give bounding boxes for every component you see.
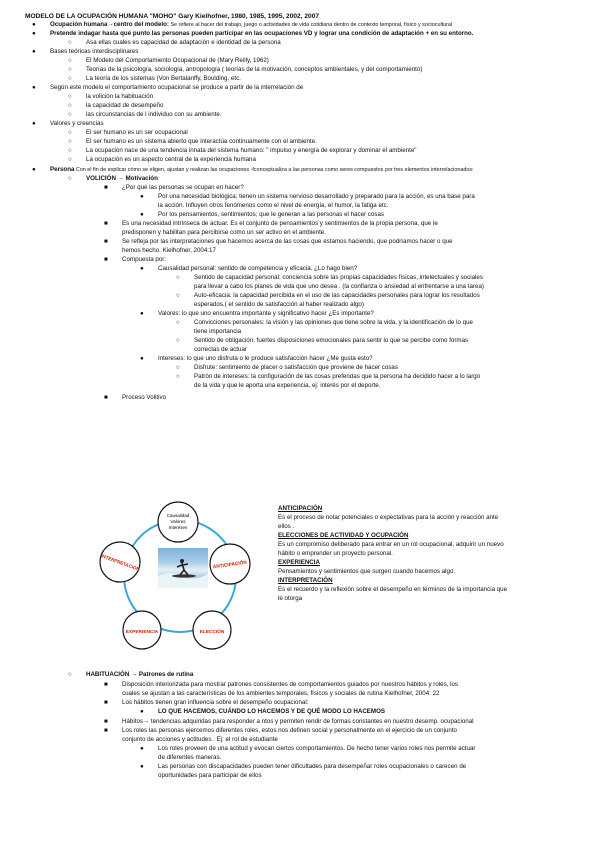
- text-line: El ser humano es un sistema abierto que interactúa continuamente con el ambiente.: [86, 138, 317, 145]
- def-heading: INTERPRETACIÓN: [278, 577, 333, 584]
- text-line: ¿Por qué las personas se ocupan en hacer?: [122, 184, 244, 191]
- def-text: hábito o emprender un proyecto personal.: [278, 550, 393, 557]
- node-label: ANTICIPACIÓN: [212, 560, 248, 571]
- text-line: Las personas con discapacidades pueden tener dificultades para desempeñar roles ocupacionales o carecen de: [158, 763, 467, 770]
- text-line: las circunstancias de l individuo con su ambiente.: [86, 111, 222, 118]
- bullet-icon: ○: [68, 138, 72, 145]
- bullet-icon: ○: [68, 75, 72, 82]
- text-line: Compuesta por:: [122, 256, 167, 263]
- bullet-icon: ○: [68, 147, 72, 154]
- text-line: VOLICIÓN → Motivación: [86, 175, 158, 182]
- text-line: Sentido de obligación: fuertes disposiciones emocionales para sentir lo que se percibe como formas: [194, 337, 469, 344]
- def-text: Pensamientos y sentimientos que surgen cuando hacemos algo.: [278, 568, 456, 575]
- bullet-icon: ○: [68, 156, 72, 163]
- def-text: Es el proceso de notar potenciales o expectativas para la acción y reacción ante: [278, 514, 499, 521]
- bullet-icon: ●: [32, 84, 36, 91]
- text-line: Patrón de intereses: la configuración de las cosas preferidas que la persona ha decidido hacer a lo largo: [194, 373, 481, 380]
- bullet-icon: ●: [140, 763, 144, 770]
- text-line: tiene importancia: [194, 328, 242, 335]
- text-line: la acción. Influyen otros fenómenos como el nivel de energía, el humor, la fatiga etc.: [158, 202, 389, 209]
- text-line: Convicciones personales: la visión y las opiniones que tiene sobre la vida, y la identificación de lo que: [194, 319, 473, 326]
- bullet-icon: ○: [68, 671, 72, 678]
- text-line: hemos hecho. Kielhofner, 2004:17: [122, 247, 216, 254]
- bullet-icon: ■: [104, 184, 108, 191]
- text-line: LO QUE HACEMOS, CUÁNDO LO HACEMOS Y DE QUÉ MODO LO HACEMOS: [158, 708, 386, 715]
- text-line: oportunidades para participar de ellos: [158, 772, 262, 779]
- bullet-icon: ○: [68, 57, 72, 64]
- node-label: EXPERIENCIA: [125, 630, 159, 635]
- node-label: ELECCIÓN: [199, 630, 225, 635]
- bullet-icon: ●: [32, 30, 36, 37]
- bullet-icon: ○: [176, 274, 180, 281]
- bullet-icon: ■: [104, 727, 108, 734]
- bullet-icon: ○: [68, 102, 72, 109]
- text-line: Disfrute: sentimiento de placer o satisfacción que proviene de hacer cosas: [194, 364, 398, 371]
- node-label: Intereses: [168, 525, 188, 530]
- text-line: El ser humano es un ser ocupacional: [86, 129, 188, 136]
- def-heading: ANTICIPACIÓN: [278, 505, 323, 512]
- bullet-icon: ●: [32, 21, 36, 28]
- def-text: ellos .: [278, 523, 295, 530]
- text-line: de la vida y que le aporta una experiencia, ej: interés por el deporte.: [194, 382, 381, 389]
- text-line: Según este modelo el comportamiento ocupacional se produce a partir de la interrelación de: [50, 84, 304, 91]
- text-line: Los hábitos tienen gran influencia sobre el desempeño ocupacional:: [122, 699, 309, 706]
- text-line: Bases teóricas interdisciplinares: [50, 48, 139, 55]
- text-line: Disposición interiorizada para mostrar patrones consistentes de comportamientos guiados por nuestros hábitos y roles, los: [122, 681, 459, 688]
- text-line: La teoría de los sistemas (Von Bertalanffy, Boulding, etc.: [86, 75, 241, 82]
- bullet-icon: ■: [104, 681, 108, 688]
- text-line: Intereses: lo que uno disfruta o le produce satisfacción hacer ¿Me gusta esto?: [158, 355, 373, 362]
- bullet-icon: ○: [176, 373, 180, 380]
- bullet-icon: ■: [104, 220, 108, 227]
- text-line: Persona Con el fin de explicar cómo se eligen, ajustan y realizan las ocupaciones -fconceptualiza a las personas como seres compuestos por tres elementos interrelacionados:: [50, 166, 474, 173]
- bullet-icon: ○: [68, 175, 72, 182]
- node-label: Causalidad: [166, 513, 190, 518]
- bullet-icon: ■: [104, 699, 108, 706]
- bullet-icon: ●: [140, 211, 144, 218]
- text-line: HABITUACIÓN → Patrones de rutina: [86, 671, 194, 678]
- text-line: conjunto de acciones y actitudes . Ej: el rol de estudiante: [122, 736, 278, 743]
- text-line: Sentido de capacidad personal: conciencia sobre las propias capacidades físicas, intelectuales y sociales: [194, 274, 483, 281]
- text-line: para llevar a cabo los planes de vida que uno desea . (la confianza o ansiedad al enfrentarse a una tarea): [194, 283, 484, 290]
- def-heading: EXPERIENCIA: [278, 559, 320, 566]
- text-line: Auto-eficacia: la capacidad percibida en el uso de las capacidades personales para lograr los resultados: [194, 292, 480, 299]
- bullet-icon: ○: [176, 337, 180, 344]
- text-line: Es una necesidad intrínseca de actuar. Es el conjunto de pensamientos y sentimientos de la propia persona, que le: [122, 220, 438, 227]
- text-line: Ocupación humana→centro del modelo: Se refiere al hacer del trabajo, juego o actividades de vida cotidiana dentro de contexto temporal, físico y sociocultural: [50, 21, 453, 28]
- bullet-icon: ○: [68, 39, 72, 46]
- bullet-icon: ■: [104, 256, 108, 263]
- text-line: Valores: lo que uno encuentra importante y significativo hacer ¿Es importante?: [158, 310, 374, 317]
- bullet-icon: ●: [32, 166, 36, 173]
- text-line: Se refleja por las interpretaciones que hacemos acerca de las cosas que estamos haciendo, que podríamos hacer o que: [122, 238, 453, 245]
- text-line: La ocupación nace de una tendencia innata del sistema humano: " impulso y energía de explorar y dominar el ambiente": [86, 147, 417, 154]
- node-label: INTERPRETACIÓN: [100, 553, 141, 572]
- text-line: Proceso Volitivo: [122, 394, 167, 401]
- def-text: Es el recuerdo y la reflexión sobre el desempeño en términos de la importancia que: [278, 586, 508, 593]
- bullet-icon: ○: [68, 93, 72, 100]
- text-line: Por una necesidad biológica; tienen un sistema nervioso desarrollado y preparado para la acción, es una base para: [158, 193, 475, 200]
- text-line: esperados.( el sentido de satisfacción al haber realizado algo): [194, 301, 364, 308]
- bullet-icon: ■: [104, 394, 108, 401]
- text-line: Por los pensamientos, sentimientos; que le generan a las personas el hacer cosas: [158, 211, 384, 218]
- text-line: Causalidad personal: sentido de competencia y eficacia. ¿Lo hago bien?: [158, 265, 358, 272]
- bullet-icon: ●: [140, 265, 144, 272]
- text-line: La ocupación es un aspecto central de la experiencia humana: [86, 156, 256, 163]
- bullet-icon: ○: [68, 129, 72, 136]
- bullet-icon: ●: [140, 745, 144, 752]
- bullet-icon: ○: [68, 66, 72, 73]
- bullet-icon: ●: [32, 48, 36, 55]
- text-line: Asa ellas cuales es capacidad de adaptación e identidad de la persona: [86, 39, 281, 46]
- document-title: MODELO DE LA OCUPACIÓN HUMANA "MOHO" Gary Kielhofner, 1980, 1985, 1995, 2002, 2007: [25, 13, 320, 20]
- text-line: El Modelo del Comportamiento Ocupacional de (Mary Reilly, 1962): [86, 57, 269, 64]
- def-text: Es un compromiso deliberado para entrar en un rol ocupacional, adquirir un nuevo: [278, 541, 504, 548]
- text-line: la capacidad de desempeño: [86, 102, 164, 109]
- bullet-icon: ○: [176, 292, 180, 299]
- bullet-icon: ○: [176, 319, 180, 326]
- surfer-photo: [158, 548, 208, 588]
- text-line: la volición la habituación: [86, 93, 154, 100]
- text-line: Pretende indagar hasta qué punto las personas pueden participar en las ocupaciones VD y lograr una condición de adaptación + en su entorno.: [50, 30, 474, 37]
- bullet-icon: ■: [104, 718, 108, 725]
- text-line: correctas de actuar: [194, 346, 247, 353]
- bullet-icon: ○: [176, 364, 180, 371]
- text-line: Los roles las personas ejercemos diferentes roles, estos nos definen social y personalmente en el ejercicio de un conjunto: [122, 727, 458, 734]
- bullet-icon: ●: [140, 355, 144, 362]
- text-line: Hábitos→ tendencias adquiridas para responder a ntos y permiten rendir de formas constantes en nuestro desemp. ocupacional: [122, 718, 474, 725]
- node-label: Valores: [170, 519, 186, 524]
- bullet-icon: ●: [140, 310, 144, 317]
- bullet-icon: ●: [140, 708, 144, 715]
- text-line: predisponen y habilitan para percibirse como un ser activo en el ambiente.: [122, 229, 326, 236]
- def-heading: ELECCIONES DE ACTIVIDAD Y OCUPACIÓN: [278, 532, 409, 539]
- text-line: cuales se ajustan a las características de los ambientes temporales, físicos y sociales de rutina Kielhofner, 2004: 22: [122, 690, 440, 697]
- bullet-icon: ○: [68, 111, 72, 118]
- text-line: Valores y creencias: [50, 120, 104, 127]
- bullet-icon: ●: [32, 120, 36, 127]
- text-line: Los roles proveen de una actitud y evocan ciertos comportamientos. De hecho tener varios roles nos permite actuar: [158, 745, 476, 752]
- bullet-icon: ■: [104, 238, 108, 245]
- def-text: le otorga: [278, 595, 303, 602]
- text-line: Teorías de la psicología, sociología, antropología ( teorías de la motivación, conceptos ambientales, y del comportamiento): [86, 66, 423, 73]
- bullet-icon: ●: [140, 193, 144, 200]
- text-line: de diferentes maneras.: [158, 754, 222, 761]
